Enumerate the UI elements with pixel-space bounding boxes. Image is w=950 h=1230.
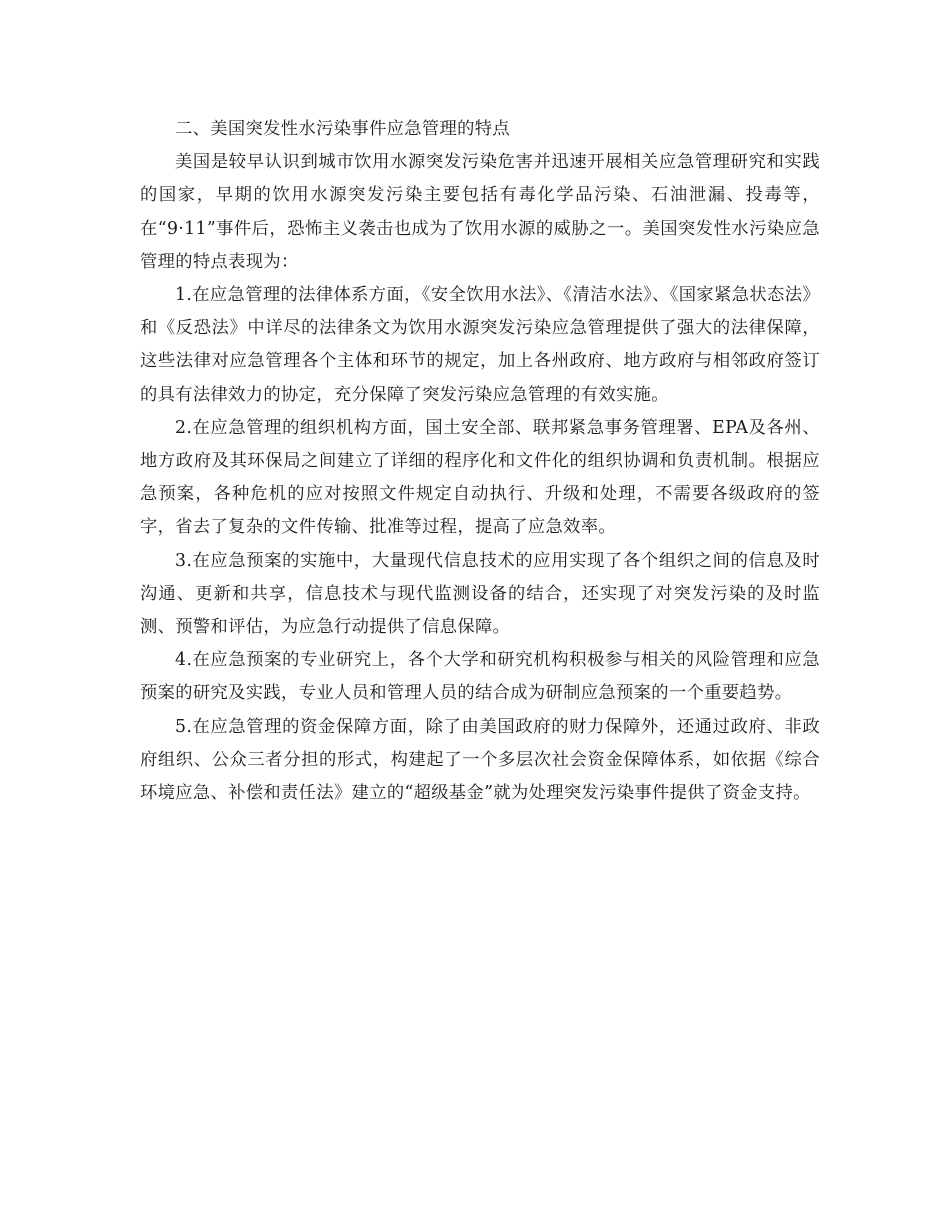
paragraph-intro: 美国是较早认识到城市饮用水源突发污染危害并迅速开展相关应急管理研究和实践的国家，早期的饮用水源突发污染主要包括有毒化学品污染、石油泄漏、投毒等，在“9·11”事件后，恐怖主义袭击也成为了饮用水源的威胁之一。美国突发性水污染应急管理的特点表现为： bbox=[140, 152, 820, 272]
paragraph-point-1: 1.在应急管理的法律体系方面，《安全饮用水法》、《清洁水法》、《国家紧急状态法》和《反恐法》中详尽的法律条文为饮用水源突发污染应急管理提供了强大的法律保障，这些法律对应急管理各个主体和环节的规定，加上各州政府、地方政府与相邻政府签订的具有法律效力的协定，充分保障了突发污染应急管理的有效实施。 bbox=[140, 285, 820, 405]
document-body bbox=[140, 113, 820, 810]
section-heading: 二、美国突发性水污染事件应急管理的特点 bbox=[175, 119, 510, 139]
paragraph-point-4: 4.在应急预案的专业研究上，各个大学和研究机构积极参与相关的风险管理和应急预案的研究及实践，专业人员和管理人员的结合成为研制应急预案的一个重要趋势。 bbox=[140, 650, 820, 704]
paragraph-point-2: 2.在应急管理的组织机构方面，国土安全部、联邦紧急事务管理署、EPA及各州、地方政府及其环保局之间建立了详细的程序化和文件化的组织协调和负责机制。根据应急预案，各种危机的应对按照文件规定自动执行、升级和处理，不需要各级政府的签字，省去了复杂的文件传输、批准等过程，提高了应急效率。 bbox=[140, 417, 820, 538]
paragraph-point-3: 3.在应急预案的实施中，大量现代信息技术的应用实现了各个组织之间的信息及时沟通、更新和共享，信息技术与现代监测设备的结合，还实现了对突发污染的及时监测、预警和评估，为应急行动提供了信息保障。 bbox=[140, 550, 820, 638]
paragraph-point-5: 5.在应急管理的资金保障方面，除了由美国政府的财力保障外，还通过政府、非政府组织、公众三者分担的形式，构建起了一个多层次社会资金保障体系，如依据《综合环境应急、补偿和责任法》建立的“超级基金”就为处理突发污染事件提供了资金支持。 bbox=[140, 716, 820, 804]
